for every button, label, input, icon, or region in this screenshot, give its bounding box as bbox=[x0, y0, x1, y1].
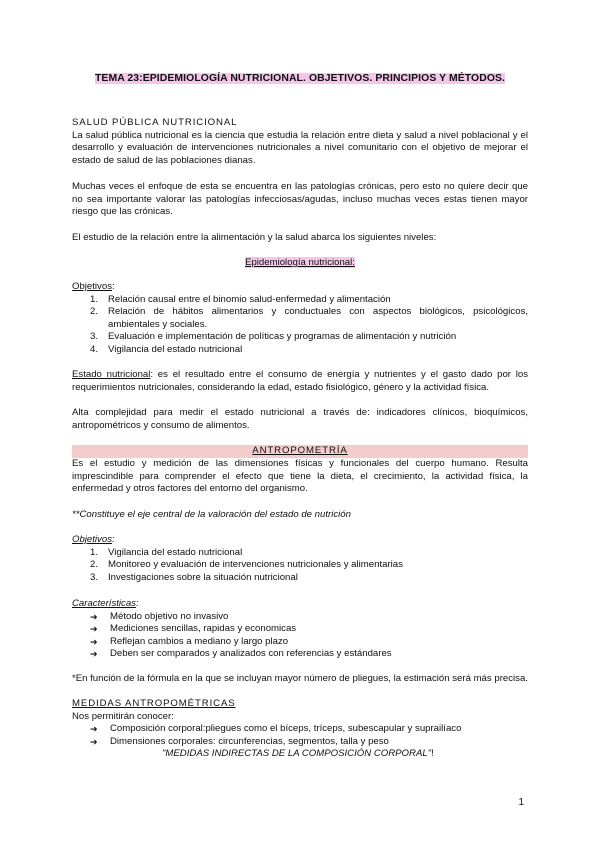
page-number: 1 bbox=[518, 797, 524, 808]
right-arrow-icon: ➔ bbox=[90, 724, 98, 735]
right-arrow-icon: ➔ bbox=[90, 649, 98, 660]
label-objetivos: Objetivos bbox=[72, 281, 112, 292]
list-item: 3. Evaluación e implementación de políticas y programas de alimentación y nutrición bbox=[90, 331, 457, 343]
paragraph-antropometria: Es el estudio y medición de las dimensiones físicas y funcionales del cuerpo humano. Resulta imprescindible para comprender el efecto que tiene la dieta, el crecimiento, la actividad física, la enfermedad y otros factores del entorno del organismo. bbox=[72, 458, 528, 495]
list-item: 3. Investigaciones sobre la situación nutricional bbox=[90, 571, 298, 583]
list-item: 2. Relación de hábitos alimentarios y conductuales con aspectos biológicos, psicológicos, ambientales y sociales. bbox=[90, 306, 528, 330]
right-arrow-icon: ➔ bbox=[90, 736, 98, 747]
list-item: ➔ Mediciones sencillas, rapidas y economicas bbox=[90, 623, 297, 635]
list-item: 2. Monitoreo y evaluación de intervenciones nutricionales y alimentarias bbox=[90, 559, 403, 571]
list-item: ➔ Deben ser comparados y analizados con referencias y estándares bbox=[90, 648, 392, 660]
epi-objectives: Objetivos: 1. Relación causal entre el binomio salud-enfermedad y alimentación 2. Relación de hábitos alimentarios y conductuales con aspectos biológicos, psicológicos, ambientales y sociales. 3. Evaluación e implementación de políticas y programas de alimentación y nutrición 4. Vigilancia del estado nutricional bbox=[72, 281, 528, 355]
antro-objectives: Objetivos: 1. Vigilancia del estado nutricional 2. Monitoreo y evaluación de intervenciones nutricionales y alimentarias 3. Investigaciones sobre la situación nutricional bbox=[72, 534, 528, 584]
list-item: ➔ Composición corporal:pliegues como el bíceps, tríceps, subescapular y suprailíaco bbox=[90, 723, 462, 735]
page-title: TEMA 23:EPIDEMIOLOGÍA NUTRICIONAL. OBJETIVOS. PRINCIPIOS Y MÉTODOS. bbox=[94, 73, 506, 84]
right-arrow-icon: ➔ bbox=[90, 611, 98, 622]
list-item: 4. Vigilancia del estado nutricional bbox=[90, 343, 243, 355]
medidas-intro: Nos permitirán conocer: bbox=[72, 710, 174, 722]
quote-medidas: "MEDIDAS INDIRECTAS DE LA COMPOSICIÓN CORPORAL" bbox=[162, 748, 432, 760]
right-arrow-icon: ➔ bbox=[90, 624, 98, 635]
list-item: ➔ Dimensiones corporales: circunferencias, segmentos, talla y peso bbox=[90, 735, 389, 747]
section-heading-salud: SALUD PÚBLICA NUTRICIONAL bbox=[72, 117, 238, 128]
heading-medidas: MEDIDAS ANTROPOMÉTRICAS bbox=[72, 698, 236, 709]
note-eje-central: **Constituye el eje central de la valoración del estado de nutrición bbox=[72, 509, 351, 520]
list-item: 1. Vigilancia del estado nutricional bbox=[90, 546, 243, 558]
salud-publica-section bbox=[72, 117, 528, 167]
paragraph-niveles: El estudio de la relación entre la alimentación y la salud abarca los siguientes niveles: bbox=[72, 232, 437, 243]
paragraph-estado-nutricional: Estado nutricional: es el resultado entre el consumo de energía y nutrientes y el gasto dado por los requerimientos nutricionales, considerando la edad, estado fisiológico, género y la actividad física. bbox=[72, 369, 529, 393]
list-item: ➔ Método objetivo no invasivo bbox=[90, 610, 229, 622]
label-objetivos-antro: Objetivos bbox=[72, 534, 112, 545]
antro-caracteristicas: Características: ➔ Método objetivo no invasivo ➔ Mediciones sencillas, rapidas y economicas ➔ Reflejan cambios a mediano y largo plazo ➔ Deben ser comparados y analizados con referencias y estándares bbox=[72, 598, 528, 661]
label-caracteristicas: Características bbox=[72, 598, 136, 609]
paragraph-enfoque: Muchas veces el enfoque de esta se encuentra en las patologías crónicas, pero esto no quiere decir que no sea importante valorar las patologías infecciosas/agudas, incluso muchas veces estas tienen mayor riesgo que las crónicas. bbox=[72, 181, 528, 218]
heading-antropometria-bar bbox=[72, 445, 528, 458]
heading-antropometria: ANTROPOMETRÍA bbox=[252, 445, 348, 456]
paragraph-complejidad: Alta complejidad para medir el estado nutricional a través de: indicadores clínicos, bioquímicos, antropométricos y consumo de alimentos. bbox=[72, 407, 528, 431]
title-block bbox=[72, 71, 528, 87]
right-arrow-icon: ➔ bbox=[90, 636, 98, 647]
note-formula: *En función de la fórmula en la que se incluyan mayor número de pliegues, la estimación será más precisa. bbox=[72, 673, 528, 684]
list-item: ➔ Reflejan cambios a mediano y largo plazo bbox=[90, 635, 289, 647]
medidas-section bbox=[72, 698, 528, 761]
heading-epidemiologia: Epidemiología nutricional: bbox=[245, 257, 355, 268]
quote-line: "MEDIDAS INDIRECTAS DE LA COMPOSICIÓN CORPORAL"! bbox=[162, 748, 434, 760]
paragraph-definicion: La salud pública nutricional es la ciencia que estudia la relación entre dieta y salud a nivel poblacional y el desarrollo y evaluación de intervenciones nutricionales a nivel comunitario con el objetivo de mejorar el estado de salud de las poblaciones dianas. bbox=[72, 129, 528, 166]
list-item: 1. Relación causal entre el binomio salud-enfermedad y alimentación bbox=[90, 293, 391, 305]
